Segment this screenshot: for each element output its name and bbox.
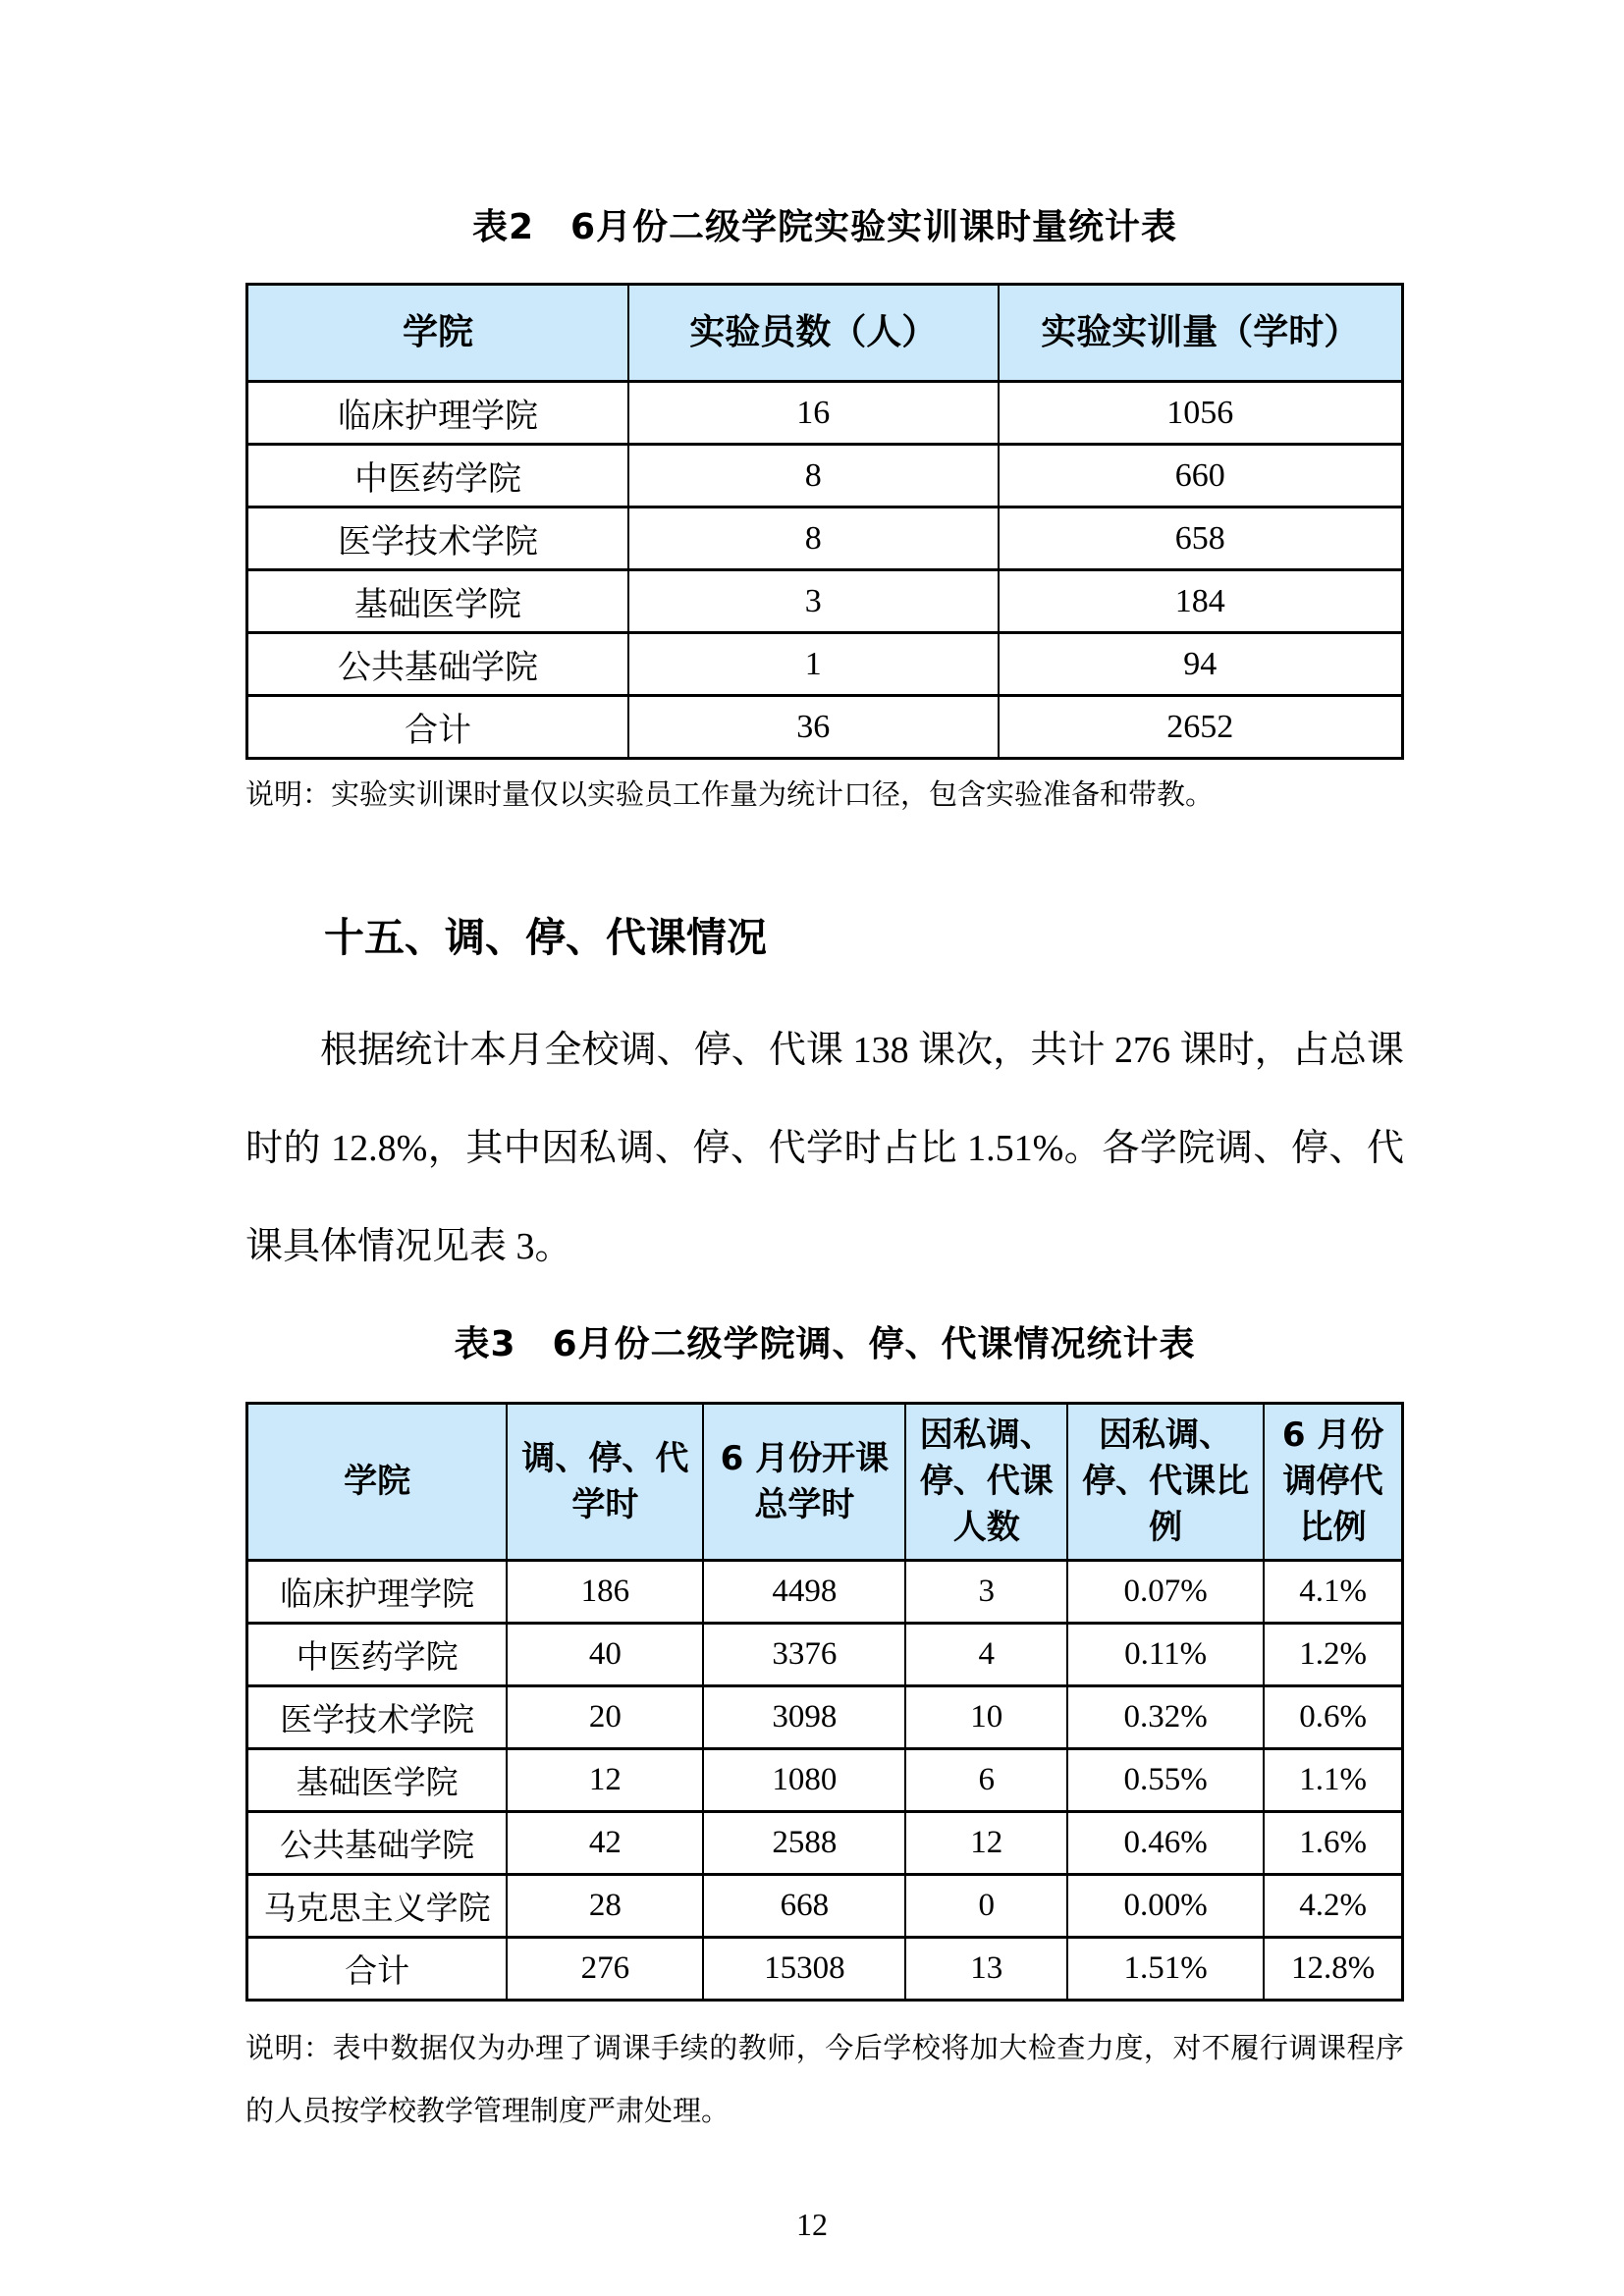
value-cell: 660 [999, 445, 1403, 507]
table2-title: 表2 6月份二级学院实验实训课时量统计表 [471, 207, 1178, 247]
value-cell: 276 [507, 1938, 703, 2001]
value-cell: 0.46% [1067, 1812, 1264, 1875]
college-name-cell: 基础医学院 [247, 1749, 508, 1812]
college-name-cell: 临床护理学院 [247, 382, 628, 445]
value-cell: 12 [507, 1749, 703, 1812]
table3-header-private-ratio: 因私调、停、代课比例 [1067, 1404, 1264, 1561]
table3-header-total-hours: 6 月份开课总学时 [703, 1404, 905, 1561]
college-name-cell: 医学技术学院 [247, 1686, 508, 1749]
table3-header-adjusted-hours: 调、停、代学时 [507, 1404, 703, 1561]
table-row [247, 696, 1403, 759]
table-row [247, 445, 1403, 507]
table2 [245, 283, 1404, 760]
value-cell: 2652 [999, 696, 1403, 759]
value-cell: 186 [507, 1561, 703, 1624]
college-name-cell: 公共基础学院 [247, 633, 628, 696]
value-cell: 10 [905, 1686, 1067, 1749]
value-cell: 0.07% [1067, 1561, 1264, 1624]
table-row [247, 1686, 1403, 1749]
page-content [245, 0, 1404, 2143]
table3-header-college: 学院 [247, 1404, 508, 1561]
table2-header-training-hours: 实验实训量（学时） [999, 285, 1403, 382]
value-cell: 4.2% [1264, 1875, 1402, 1938]
value-cell: 0 [905, 1875, 1067, 1938]
table-row [247, 1749, 1403, 1812]
value-cell: 94 [999, 633, 1403, 696]
table3-body [247, 1561, 1403, 2001]
value-cell: 184 [999, 570, 1403, 633]
college-name-cell: 基础医学院 [247, 570, 628, 633]
value-cell: 6 [905, 1749, 1067, 1812]
value-cell: 1056 [999, 382, 1403, 445]
table-row [247, 1875, 1403, 1938]
value-cell: 4.1% [1264, 1561, 1402, 1624]
value-cell: 20 [507, 1686, 703, 1749]
value-cell: 1.1% [1264, 1749, 1402, 1812]
value-cell: 8 [628, 507, 999, 570]
value-cell: 16 [628, 382, 999, 445]
table3-title: 表3 6月份二级学院调、停、代课情况统计表 [454, 1324, 1196, 1364]
body-paragraph: 根据统计本月全校调、停、代课 138 课次，共计 276 课时，占总课时的 12.8%，其中因私调、停、代学时占比 1.51%。各学院调、停、代课具体情况见表 3。 [245, 1030, 1404, 1267]
college-name-cell: 中医药学院 [247, 445, 628, 507]
table-row [247, 1624, 1403, 1686]
college-name-cell: 公共基础学院 [247, 1812, 508, 1875]
value-cell: 36 [628, 696, 999, 759]
table2-body [247, 382, 1403, 759]
table2-header-row [247, 285, 1403, 382]
college-name-cell: 合计 [247, 1938, 508, 2001]
table3-note: 说明：表中数据仅为办理了调课手续的教师，今后学校将加大检查力度，对不履行调课程序的人员按学校教学管理制度严肃处理。 [245, 2033, 1404, 2127]
table3-header-row [247, 1404, 1403, 1561]
table-row [247, 382, 1403, 445]
college-name-cell: 中医药学院 [247, 1624, 508, 1686]
value-cell: 15308 [703, 1938, 905, 2001]
value-cell: 42 [507, 1812, 703, 1875]
college-name-cell: 医学技术学院 [247, 507, 628, 570]
value-cell: 1 [628, 633, 999, 696]
value-cell: 0.6% [1264, 1686, 1402, 1749]
value-cell: 658 [999, 507, 1403, 570]
value-cell: 3 [905, 1561, 1067, 1624]
value-cell: 2588 [703, 1812, 905, 1875]
value-cell: 1.2% [1264, 1624, 1402, 1686]
value-cell: 3376 [703, 1624, 905, 1686]
table-row [247, 507, 1403, 570]
value-cell: 3098 [703, 1686, 905, 1749]
table-row [247, 1938, 1403, 2001]
value-cell: 668 [703, 1875, 905, 1938]
college-name-cell: 马克思主义学院 [247, 1875, 508, 1938]
value-cell: 1.6% [1264, 1812, 1402, 1875]
value-cell: 1080 [703, 1749, 905, 1812]
value-cell: 8 [628, 445, 999, 507]
value-cell: 0.32% [1067, 1686, 1264, 1749]
college-name-cell: 临床护理学院 [247, 1561, 508, 1624]
table3-header-month-ratio: 6 月份调停代比例 [1264, 1404, 1402, 1561]
page-number: 12 [796, 2207, 828, 2242]
value-cell: 13 [905, 1938, 1067, 2001]
table-row [247, 1812, 1403, 1875]
value-cell: 1.51% [1067, 1938, 1264, 2001]
value-cell: 4 [905, 1624, 1067, 1686]
value-cell: 0.11% [1067, 1624, 1264, 1686]
value-cell: 12 [905, 1812, 1067, 1875]
college-name-cell: 合计 [247, 696, 628, 759]
table-row [247, 1561, 1403, 1624]
value-cell: 12.8% [1264, 1938, 1402, 2001]
table3 [245, 1402, 1404, 2002]
table2-note: 说明：实验实训课时量仅以实验员工作量为统计口径，包含实验准备和带教。 [245, 779, 1215, 811]
table2-header-college: 学院 [247, 285, 628, 382]
table-row [247, 633, 1403, 696]
value-cell: 4498 [703, 1561, 905, 1624]
table2-header-staff-count: 实验员数（人） [628, 285, 999, 382]
value-cell: 28 [507, 1875, 703, 1938]
value-cell: 0.00% [1067, 1875, 1264, 1938]
table3-header-private-count: 因私调、停、代课人数 [905, 1404, 1067, 1561]
value-cell: 40 [507, 1624, 703, 1686]
section-heading: 十五、调、停、代课情况 [324, 914, 767, 961]
value-cell: 3 [628, 570, 999, 633]
value-cell: 0.55% [1067, 1749, 1264, 1812]
table-row [247, 570, 1403, 633]
